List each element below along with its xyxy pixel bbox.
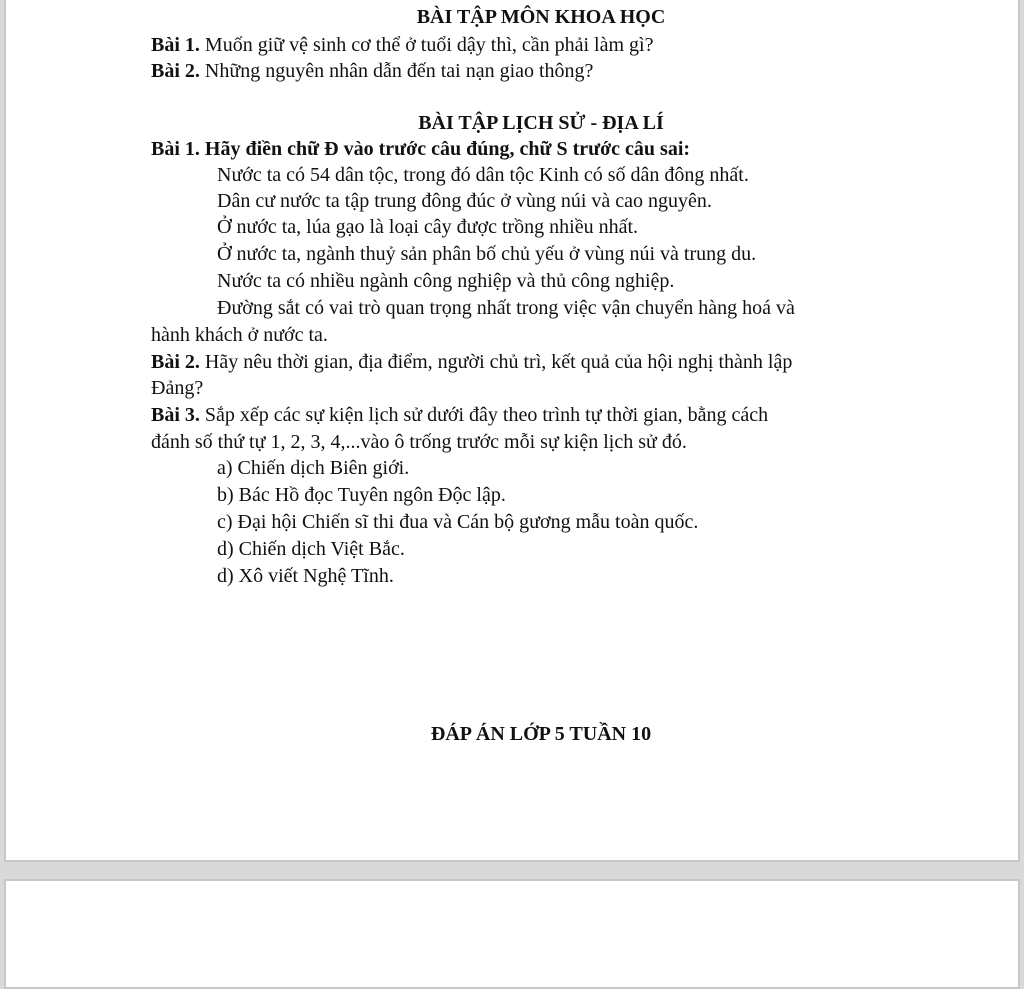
question-text: Sắp xếp các sự kiện lịch sử dưới đây theo trình tự thời gian, bằng cách [199,404,769,426]
event-item: d) Chiến dịch Việt Bắc. [217,538,405,560]
event-item: a) Chiến dịch Biên giới. [217,457,410,479]
statement-item: Dân cư nước ta tập trung đông đúc ở vùng núi và cao nguyên. [217,190,712,212]
statement-item: Ở nước ta, ngành thuỷ sản phân bố chủ yếu ở vùng núi và trung du. [217,243,757,265]
lich-su-bai-3-line-1 [151,402,768,428]
answer-heading: ĐÁP ÁN LỚP 5 TUẦN 10 [430,723,652,745]
lich-su-bai-2-line-2: Đảng? [151,377,204,399]
question-text: Những nguyên nhân dẫn đến tai nạn giao thông? [199,60,594,82]
lich-su-bai-2-line-1 [151,349,792,375]
khoa-hoc-question-1 [151,32,653,58]
statement-item: Ở nước ta, lúa gạo là loại cây được trồng nhiều nhất. [217,216,639,238]
question-label: Bài 2. [151,351,200,373]
question-label: Bài 1. [151,34,200,56]
lich-su-bai-3-line-2: đánh số thứ tự 1, 2, 3, 4,...vào ô trống trước mỗi sự kiện lịch sử đó. [151,431,687,453]
lich-su-bai-1-heading: Bài 1. Hãy điền chữ Đ vào trước câu đúng, chữ S trước câu sai: [151,138,691,160]
statement-item: Đường sắt có vai trò quan trọng nhất trong việc vận chuyển hàng hoá và [217,297,795,319]
event-item: d) Xô viết Nghệ Tĩnh. [217,565,394,587]
document-page-2 [4,879,1020,989]
statement-item-continued: hành khách ở nước ta. [151,324,328,346]
question-label: Bài 2. [151,60,200,82]
title-lich-su-dia-li: BÀI TẬP LỊCH SỬ - ĐỊA LÍ [418,112,664,134]
khoa-hoc-question-2 [151,58,593,84]
question-text: Hãy nêu thời gian, địa điểm, người chủ trì, kết quả của hội nghị thành lập [199,351,793,373]
title-khoa-hoc: BÀI TẬP MÔN KHOA HỌC [416,6,666,28]
event-item: c) Đại hội Chiến sĩ thi đua và Cán bộ gương mẫu toàn quốc. [217,511,699,533]
statement-item: Nước ta có nhiều ngành công nghiệp và thủ công nghiệp. [217,270,675,292]
document-page-1 [4,0,1020,862]
question-text: Muốn giữ vệ sinh cơ thể ở tuổi dậy thì, cần phải làm gì? [199,34,654,56]
statement-item: Nước ta có 54 dân tộc, trong đó dân tộc Kinh có số dân đông nhất. [217,164,749,186]
event-item: b) Bác Hồ đọc Tuyên ngôn Độc lập. [217,484,506,506]
question-label: Bài 3. [151,404,200,426]
